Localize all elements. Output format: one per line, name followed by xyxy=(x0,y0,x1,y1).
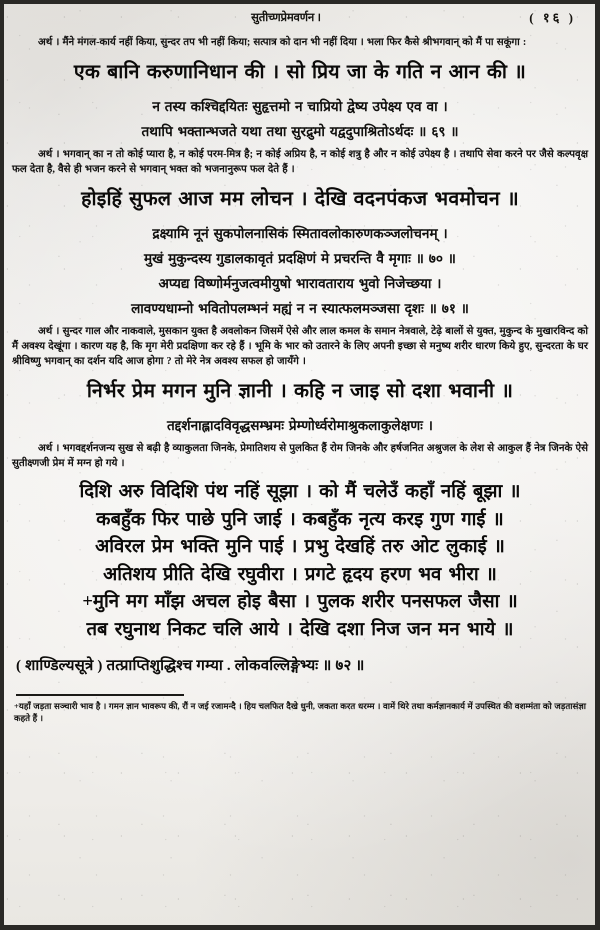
closing-sutra-line: ( शाण्डिल्यसूत्रे ) तत्प्राप्तिशुद्धिश्च गम्या . लोकवल्लिङ्गेभ्यः ॥ ७२ ॥ xyxy=(16,658,365,674)
chaupai-block xyxy=(10,479,590,644)
folio-value: १६ xyxy=(542,10,563,25)
commentary-text-2: अर्थ । भगवान् का न तो कोई प्यारा है, न कोई परम-मित्र है; न कोई अप्रिय है, न कोई शत्रु है और न कोई उपेक्ष्य है । तथापि सेवा करने पर जैसे कल्पवृक्ष फल देता है, वैसे ही भजन करने से भगवान् भक्त को भजनानुरूप फल देते हैं । xyxy=(12,149,588,175)
commentary-paragraph-1 xyxy=(12,35,588,50)
chaupai-line: +मुनि मग माँझ अचल होइ बैसा । पुलक शरीर पनसफल जैसा ॥ xyxy=(82,592,518,612)
scan-edge-top xyxy=(0,0,600,4)
running-head-title: सुतीच्णप्रेमवर्णन । xyxy=(251,12,321,24)
folio-open-paren: ( xyxy=(529,10,537,25)
commentary-text-4: अर्थ । भगवद्दर्शनजन्य सुख से बढ़ी है व्याकुलता जिनके, प्रेमातिशय से पुलकित हैं रोम जिनके और हर्षजनित अश्रुजल के लेश से आकुल हैं नेत्र जिनके ऐसे सुतीक्ष्णजी प्रेम में मग्न हो गये । xyxy=(12,443,588,469)
chaupai-line: तब रघुनाथ निकट चलि आये । देखि दशा निज जन मन भाये ॥ xyxy=(86,619,514,640)
sanskrit-shloka-71-line-1: अप्यद्य विष्णोर्मनुजत्वमीयुषो भारावताराय भुवो निजेच्छया । xyxy=(158,276,442,291)
chaupai-line: अविरल प्रेम भक्ति मुनि पाई । प्रभु देखहिं तरु ओट लुकाई ॥ xyxy=(95,537,505,557)
commentary-text-1: अर्थ । मैंने मंगल-कार्य नहीं किया, सुन्दर तप भी नहीं किया; सत्पात्र को दान भी नहीं दिया । भला फिर कैसे श्रीभगवान् को मैं पा सकूंगा : xyxy=(38,37,527,48)
page-content xyxy=(10,8,590,920)
folio-number xyxy=(529,8,576,26)
chaupai-line: दिशि अरु विदिशि पंथ नहिं सूझा । को मैं चलेउँ कहाँ नहिं बूझा ॥ xyxy=(79,482,521,502)
commentary-text-3: अर्थ । सुन्दर गाल और नाकवाले, मुसकान युक्त है अवलोकन जिसमें ऐसे और लाल कमल के समान नेत्रवाले, टेढ़े बालों से युक्त, मुकुन्द के मुखारविन्द को मैं अवश्य देखूंगा । कारण यह है, कि मृग मेरी प्रदक्षिणा कर रहे हैं । भूमि के भार को उतारने के लिए अपनी इच्छा से मनुष्य शरीर धारण किये हुए, सुन्दरता के घर श्रीविष्णु भगवान् का दर्शन यदि आज होगा ? तो मेरे नेत्र अवश्य सफल हो जायँगे । xyxy=(12,326,588,367)
scan-edge-left xyxy=(0,0,4,930)
folio-close-paren: ) xyxy=(568,10,576,25)
hindi-verse-2: होइहिं सुफल आज मम लोचन । देखि वदनपंकज भवमोचन ॥ xyxy=(81,189,519,210)
sanskrit-shloka-70-line-1: द्रक्ष्यामि नूनं सुकपोलनासिकं स्मितावलोकारुणकञ्जलोचनम् । xyxy=(152,226,448,241)
commentary-paragraph-2 xyxy=(12,147,588,177)
hindi-verse-3: निर्भर प्रेम मगन मुनि ज्ञानी । कहि न जाइ सो दशा भवानी ॥ xyxy=(86,381,514,402)
hindi-verse-1: एक बानि करुणानिधान की । सो प्रिय जा के गति न आन की ॥ xyxy=(73,62,527,83)
commentary-paragraph-3 xyxy=(12,324,588,369)
sanskrit-shloka-69-line-1: न तस्य कश्चिद्दयितः सुहृत्तमो न चाप्रियो द्वेष्य उपेक्ष्य एव वा । xyxy=(152,99,448,114)
footnote-text: +यहाँ जड़ता सञ्चारी भाव है । गमन ज्ञान भावरूप की, रौं न जई रजामन्दै । हिय चलफित दैखे धुनी, जकता करत धरम्म । वामें थिरे तथा कर्मज्ञानकार्य में उपस्थित की वशम्मंता को जड़तासंज्ञा कहते हैं । xyxy=(14,700,586,723)
commentary-paragraph-4 xyxy=(12,441,588,471)
running-head xyxy=(10,8,590,30)
sanskrit-shloka-70-line-2: मुखं मुकुन्दस्य गुडालकावृतं प्रदक्षिणं मे प्रचरन्ति वै मृगाः ॥ ७० ॥ xyxy=(144,251,456,266)
scan-edge-right xyxy=(595,0,600,930)
footnote-rule xyxy=(16,694,184,696)
chaupai-line: अतिशय प्रीति देखि रघुवीरा । प्रगटे हृदय हरण भव भीरा ॥ xyxy=(103,564,497,585)
sanskrit-single-line: तद्दर्शनाह्लादविवृद्धसम्भ्रमः प्रेम्णोर्ध्वरोमाश्रुकलाकुलेक्षणः । xyxy=(167,418,433,433)
chaupai-line: कबहुँक फिर पाछे पुनि जाई । कबहुँक नृत्य करइ गुण गाई ॥ xyxy=(96,509,504,530)
sanskrit-shloka-71-line-2: लावण्यधाम्नो भवितोपलम्भनं मह्यं न न स्यात्फलमञ्जसा दृशः ॥ ७१ ॥ xyxy=(131,301,469,316)
sanskrit-shloka-69-line-2: तथापि भक्तान्भजते यथा तथा सुरद्रुमो यद्वदुपाश्रितोऽर्थदः ॥ ६९ ॥ xyxy=(141,124,459,139)
scan-edge-bottom xyxy=(0,925,600,930)
